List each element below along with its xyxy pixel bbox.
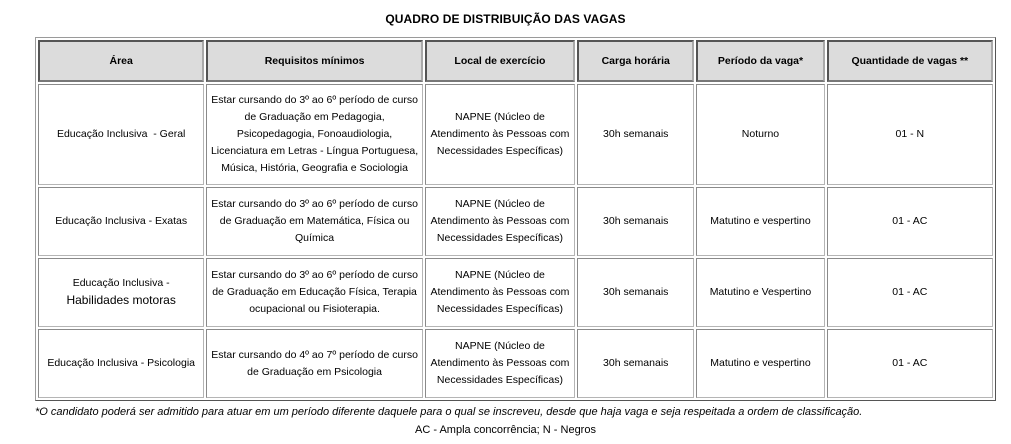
cell-area xyxy=(38,84,204,185)
cell-local: NAPNE (Núcleo de Atendimento às Pessoas com Necessidades Específicas) xyxy=(425,329,575,398)
cell-requisitos: Estar cursando do 4º ao 7º período de curso de Graduação em Psicologia xyxy=(206,329,422,398)
area-text: Educação Inclusiva - Geral xyxy=(56,128,186,140)
cell-periodo: Matutino e vespertino xyxy=(696,329,824,398)
cell-local: NAPNE (Núcleo de Atendimento às Pessoas com Necessidades Específicas) xyxy=(425,84,575,185)
header-local: Local de exercício xyxy=(425,40,575,82)
legend-note: AC - Ampla concorrência; N - Negros xyxy=(415,424,596,436)
header-area: Área xyxy=(38,40,204,82)
area-text-suffix: Habilidades motoras xyxy=(66,293,176,307)
cell-requisitos: Estar cursando do 3º ao 6º período de curso de Graduação em Matemática, Física ou Química xyxy=(206,187,422,256)
table-row xyxy=(38,329,993,398)
cell-quantidade: 01 - N xyxy=(827,84,993,185)
cell-periodo: Matutino e vespertino xyxy=(696,187,824,256)
footnote: *O candidato poderá ser admitido para atuar em um período diferente daquele para o qual se inscreveu, desde que haja vaga e seja respeitada a ordem de classificação. xyxy=(35,406,863,418)
vacancy-distribution-table xyxy=(35,37,996,401)
cell-carga: 30h semanais xyxy=(577,258,694,327)
cell-local: NAPNE (Núcleo de Atendimento às Pessoas com Necessidades Específicas) xyxy=(425,187,575,256)
area-text: Educação Inclusiva - xyxy=(72,277,170,289)
cell-periodo: Noturno xyxy=(696,84,824,185)
cell-local: NAPNE (Núcleo de Atendimento às Pessoas com Necessidades Específicas) xyxy=(425,258,575,327)
cell-area: Educação Inclusiva - Exatas xyxy=(38,187,204,256)
cell-area xyxy=(38,258,204,327)
header-periodo: Período da vaga* xyxy=(696,40,824,82)
table-row xyxy=(38,84,993,185)
table-header-row xyxy=(38,40,993,82)
header-requisitos: Requisitos mínimos xyxy=(206,40,422,82)
cell-carga: 30h semanais xyxy=(577,187,694,256)
cell-quantidade: 01 - AC xyxy=(827,258,993,327)
header-quantidade: Quantidade de vagas ** xyxy=(827,40,993,82)
table-row xyxy=(38,258,993,327)
cell-carga: 30h semanais xyxy=(577,329,694,398)
header-carga: Carga horária xyxy=(577,40,694,82)
cell-quantidade: 01 - AC xyxy=(827,187,993,256)
table-row xyxy=(38,187,993,256)
cell-requisitos: Estar cursando do 3º ao 6º período de curso de Graduação em Pedagogia, Psicopedagogia, Fonoaudiologia, Licenciatura em Letras - Língua Portuguesa, Música, História, Geografia e Sociologia xyxy=(206,84,422,185)
cell-carga: 30h semanais xyxy=(577,84,694,185)
cell-area: Educação Inclusiva - Psicologia xyxy=(38,329,204,398)
cell-periodo: Matutino e Vespertino xyxy=(696,258,824,327)
cell-requisitos: Estar cursando do 3º ao 6º período de curso de Graduação em Educação Física, Terapia ocupacional ou Fisioterapia. xyxy=(206,258,422,327)
page-title: QUADRO DE DISTRIBUIÇÃO DAS VAGAS xyxy=(385,12,626,26)
cell-quantidade: 01 - AC xyxy=(827,329,993,398)
